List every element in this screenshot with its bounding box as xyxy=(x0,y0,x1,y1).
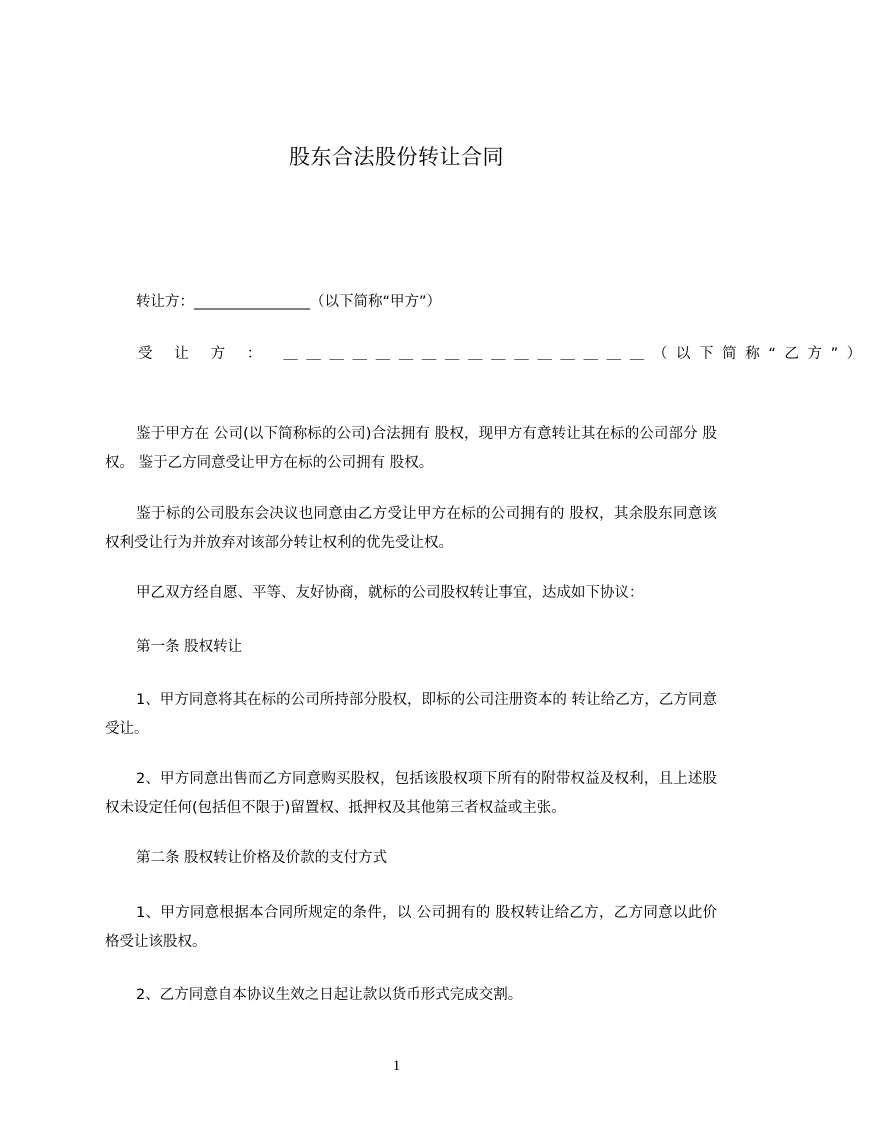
paragraph-recital-2 xyxy=(105,500,717,558)
heading-text: 第一条 股权转让 xyxy=(136,639,243,655)
document-title: 股东合法股份转让合同 xyxy=(289,145,504,169)
paragraph-text: 鉴于标的公司股东会决议也同意由乙方受让甲方在标的公司拥有的 股权，其余股东同意该权利受让行为并放弃对该部分转让权利的优先受让权。 xyxy=(105,506,717,551)
article-2-clause-1 xyxy=(105,899,717,957)
transferee-line: 受 让 方 ： ＿＿＿＿＿＿＿＿＿＿＿＿＿＿＿＿（以下简称“乙方”） xyxy=(138,346,870,362)
clause-text: 2、乙方同意自本协议生效之日起让款以货币形式完成交割。 xyxy=(136,987,523,1003)
article-1-clause-2 xyxy=(105,765,717,823)
heading-text: 第二条 股权转让价格及价款的支付方式 xyxy=(136,850,388,866)
paragraph-text: 甲乙双方经自愿、平等、友好协商，就标的公司股权转让事宜，达成如下协议： xyxy=(136,585,644,601)
page-number: 1 xyxy=(392,1058,401,1074)
clause-text: 2、甲方同意出售而乙方同意购买股权，包括该股权项下所有的附带权益及权利，且上述股权未设定任何(包括但不限于)留置权、抵押权及其他第三者权益或主张。 xyxy=(105,771,717,816)
paragraph-agreement-intro xyxy=(105,579,717,608)
article-2-heading xyxy=(105,844,717,873)
clause-text: 1、甲方同意将其在标的公司所持部分股权，即标的公司注册资本的 转让给乙方，乙方同意受让。 xyxy=(105,692,717,737)
article-1-heading xyxy=(105,633,717,662)
paragraph-text: 鉴于甲方在 公司(以下简称标的公司)合法拥有 股权，现甲方有意转让其在标的公司部分 股权。 鉴于乙方同意受让甲方在标的公司拥有 股权。 xyxy=(105,426,717,471)
paragraph-recital-1 xyxy=(105,420,717,478)
article-1-clause-1 xyxy=(105,686,717,744)
article-2-clause-2 xyxy=(105,981,717,1010)
transferor-line: 转让方：________________（以下简称“甲方”） xyxy=(136,294,442,310)
clause-text: 1、甲方同意根据本合同所规定的条件，以 公司拥有的 股权转让给乙方，乙方同意以此价格受让该股权。 xyxy=(105,905,717,950)
